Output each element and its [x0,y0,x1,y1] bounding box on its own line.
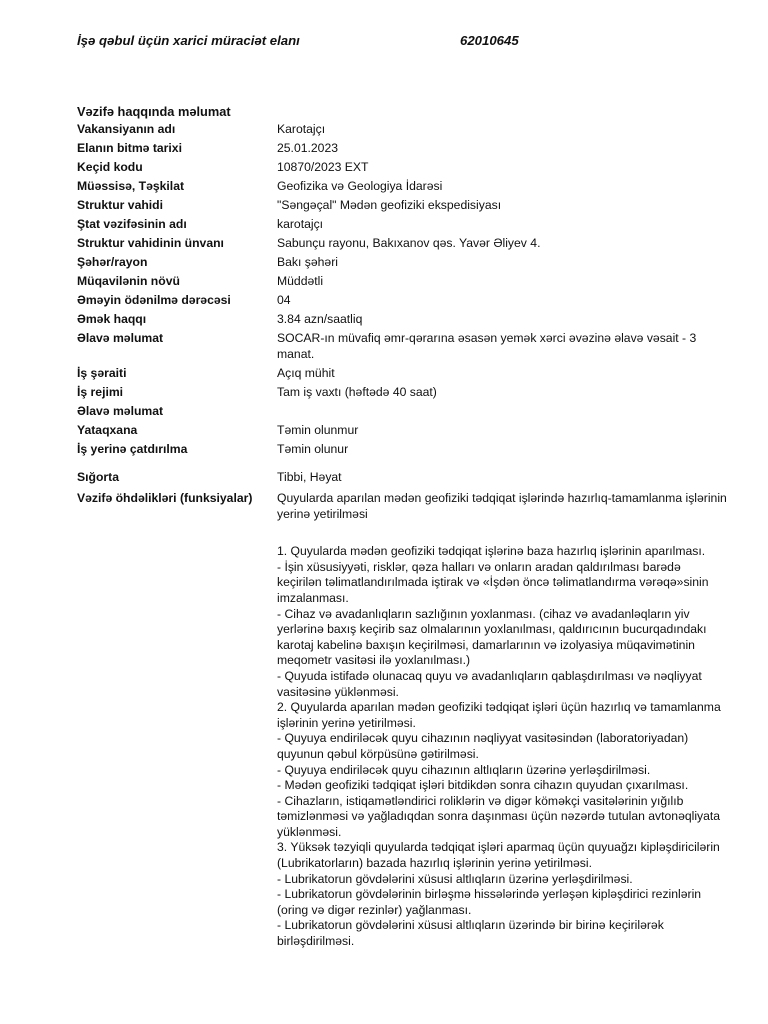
row-value: Geofizika və Geologiya İdarəsi [277,179,443,193]
duty-line: - Cihazların, istiqamətləndirici roliklərin və digər köməkçi vasitələrinin yığılıb təmizlənməsi və yağladıqdan sonra daşınması üçün nəzərdə tutulan avtonəqliyata yüklənməsi. [277,793,721,839]
row-label: Əmək haqqı [77,312,147,326]
row-label: Keçid kodu [77,160,143,174]
row-value: Müddətli [277,274,324,288]
row-value: Bakı şəhəri [277,255,338,269]
row-value: Tibbi, Həyat [277,470,342,484]
row-pay-grade [77,293,737,312]
duties-intro: Quyularda aparılan mədən geofiziki tədqiqat işlərində hazırlıq-tamamlanma işlərinin yerinə yetirilməsi [277,491,727,521]
duties-label: Vəzifə öhdəlikləri (funksiyalar) [77,491,253,505]
row-organization [77,179,737,198]
row-structural-unit [77,198,737,217]
duties-section [77,491,737,950]
section-title: Vəzifə haqqında məlumat [77,104,231,119]
duty-line: 2. Quyularda aparılan mədən geofiziki tədqiqat işləri üçün hazırlıq və tamamlanma işlərinin yerinə yetirilməsi. [277,700,721,730]
row-city [77,255,737,274]
row-value: karotajçı [277,217,324,231]
duties-body [277,491,727,950]
row-spacer [77,461,737,470]
row-label: İş rejimi [77,385,124,399]
row-value: Açıq mühit [277,366,335,380]
row-work-schedule [77,385,737,404]
row-label: Ştat vəzifəsinin adı [77,217,187,231]
row-label: İş yerinə çatdırılma [77,442,188,456]
row-value: 10870/2023 EXT [277,160,369,174]
row-work-conditions [77,366,737,385]
row-value: Təmin olunur [277,442,349,456]
row-salary [77,312,737,331]
row-additional-info [77,331,737,366]
duty-line: - Cihaz və avadanlıqların sazlığının yoxlanması. (cihaz və avadanləqların yiv yerlərinə baxış keçirib saz olmalarının yoxlanılması, qaldırıcının bucurqadındakı karotaj kabelinə baxışın keçirilməsi, damarlarının və izolyasiya müqavimətinin meqometr vasitəsi ilə yoxlanılması.) [277,606,707,668]
duty-line: 1. Quyularda mədən geofiziki tədqiqat işlərinə baza hazırlıq işlərinin aparılması. [277,544,706,559]
row-value: 25.01.2023 [277,141,338,155]
row-label: Struktur vahidinin ünvanı [77,236,224,250]
row-value: Təmin olunmur [277,423,359,437]
duty-line: - Quyuya endiriləcək quyu cihazının nəqliyyat vasitəsindən (laboratoriyadan) quyunun qəbul körpüsünə gətirilməsi. [277,731,689,761]
duty-line: - Lubrikatorun gövdələrini xüsusi altlıqların üzərinə yerləşdirilməsi. [277,871,633,886]
row-label: Müəssisə, Təşkilat [77,179,185,193]
info-table [77,122,737,489]
document-title: İşə qəbul üçün xarici müraciət elanı [77,33,300,48]
row-label: Şəhər/rayon [77,255,148,269]
row-label: İş şəraiti [77,366,127,380]
duty-line: 3. Yüksək təzyiqli quyularda tədqiqat işləri aparmaq üçün quyuağzı kipləşdiricilərin (Lubrikatorların) bazada hazırlıq işlərinin yerinə yetirilməsi. [277,840,720,871]
row-unit-address [77,236,737,255]
duty-line: - Quyuya endiriləcək quyu cihazının altlıqların üzərinə yerləşdirilməsi. [277,762,651,777]
row-value: SOCAR-ın müvafiq əmr-qərarına əsasən yemək xərci əvəzinə əlavə vəsait - 3 manat. [277,331,697,361]
duty-line: - Lubrikatorun gövdələrini xüsusi altlıqların üzərində bir birinə keçirilərək birləşdirilməsi. [277,918,664,949]
row-label: Əlavə məlumat [77,331,164,345]
duty-line: - İşin xüsusiyyəti, risklər, qəza halları və onların aradan qaldırılması barədə keçirilən təlimatlandırılmada iştirak və «İşdən öncə təlimatlandırma vərəqə»sinin imzalanması. [277,559,709,605]
document-header [77,33,697,51]
duty-line: - Quyuda istifadə olunacaq quyu və avadanlıqların qablaşdırılması və nəqliyyat vasitəsinə yüklənməsi. [277,668,702,699]
row-label: Müqavilənin növü [77,274,180,288]
row-value: "Səngəçal" Mədən geofiziki ekspedisiyası [277,198,502,212]
row-label: Əlavə məlumat [77,404,164,418]
row-link-code [77,160,737,179]
document-code: 62010645 [460,33,519,48]
row-label: Elanın bitmə tarixi [77,141,182,155]
row-transport [77,442,737,461]
row-vacancy-name [77,122,737,141]
row-insurance [77,470,737,489]
row-value: 3.84 azn/saatliq [277,312,363,326]
row-label: Struktur vahidi [77,198,164,212]
row-end-date [77,141,737,160]
duty-line: - Lubrikatorun gövdələrinin birləşmə hissələrində yerləşən kipləşdirici rezinlərin (oring və digər rezinlər) yağlanması. [277,887,702,917]
row-label: Vakansiyanın adı [77,122,176,136]
row-value: Tam iş vaxtı (həftədə 40 saat) [277,385,437,399]
row-dormitory [77,423,737,442]
row-position-title [77,217,737,236]
row-label: Yataqxana [77,423,138,437]
row-contract-type [77,274,737,293]
row-label: Əməyin ödənilmə dərəcəsi [77,293,231,307]
row-additional-info-2 [77,404,737,423]
row-value: Karotajçı [277,122,326,136]
row-value: Sabunçu rayonu, Bakıxanov qəs. Yavər Əliyev 4. [277,236,541,250]
row-label: Sığorta [77,470,119,484]
row-value: 04 [277,293,291,307]
duty-line: - Mədən geofiziki tədqiqat işləri bitdikdən sonra cihazın quyudan çıxarılması. [277,778,689,793]
